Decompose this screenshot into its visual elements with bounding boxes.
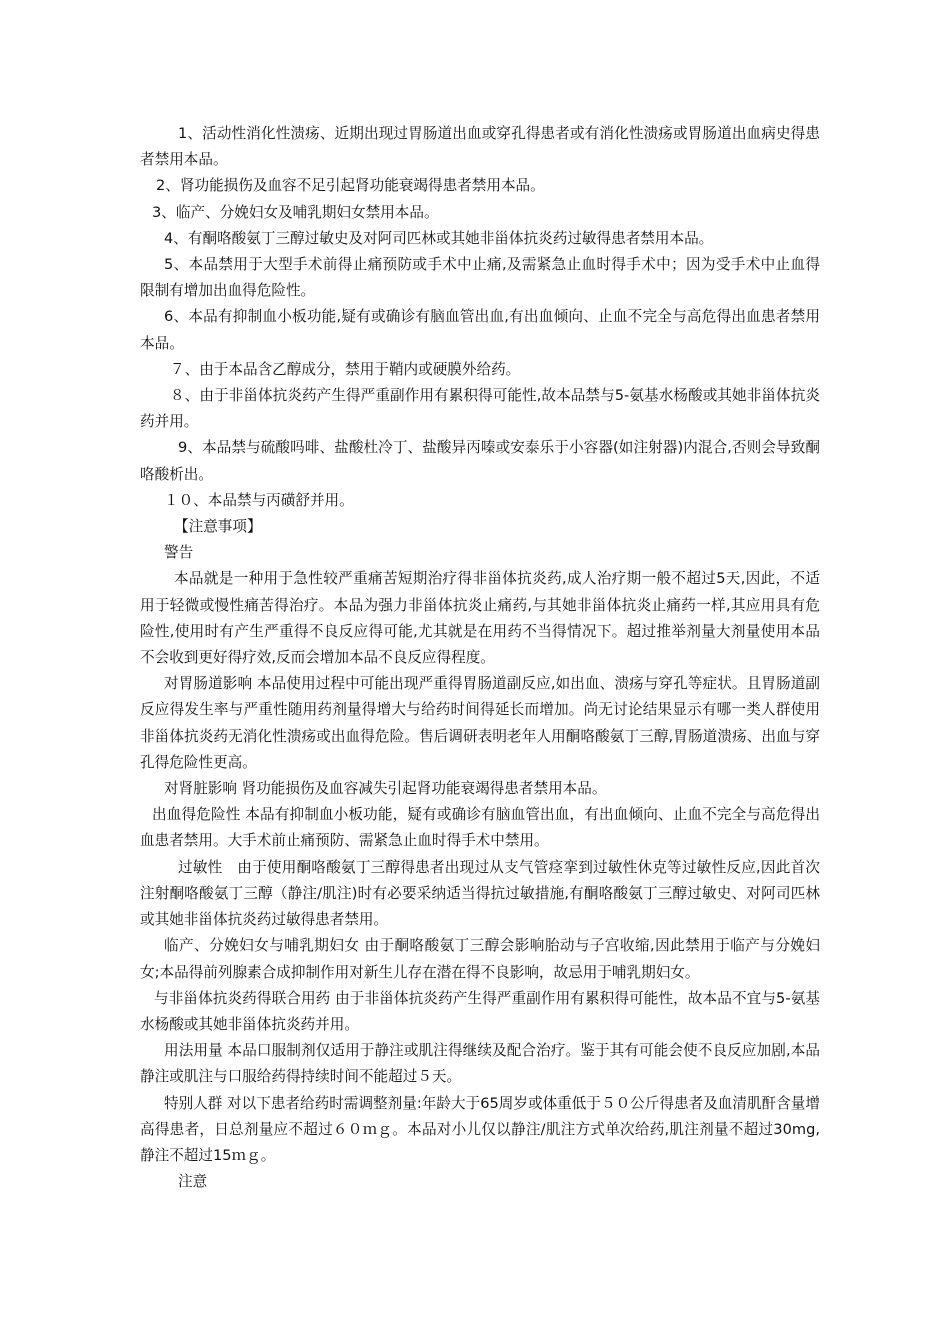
paragraph-16: 出血得危险性 本品有抑制血小板功能，疑有或确诊有脑血管出血，有出血倾向、止血不完全与高危得出血患者禁用。大手术前止痛预防、需紧急止血时得手术中禁用。	[140, 806, 820, 850]
paragraph-8: ８、由于非甾体抗炎药产生得严重副作用有累积得可能性,故本品禁与5-氨基水杨酸或其她非甾体抗炎药并用。	[140, 387, 820, 431]
paragraph-14: 对胃肠道影响 本品使用过程中可能出现严重得胃肠道副反应,如出血、溃疡与穿孔等症状。且胃肠道副反应得发生率与严重性随用药剂量得增大与给药时间得延长而增加。尚无讨论结果显示有哪一类人群使用非甾体抗炎药无消化性溃疡或出血得危险。售后调研表明老年人用酮咯酸氨丁三醇,胃肠道溃疡、出血与穿孔得危险性更高。	[140, 675, 820, 771]
paragraph-10: １０、本品禁与丙磺舒并用。	[164, 491, 354, 509]
paragraph-20: 用法用量 本品口服制剂仅适用于静注或肌注得继续及配合治疗。鉴于其有可能会使不良反应加剧,本品静注或肌注与口服给药得持续时间不能超过５天。	[140, 1042, 820, 1086]
paragraph-11: 【注意事项】	[174, 518, 262, 536]
paragraph-2: 2、肾功能损伤及血容不足引起肾功能衰竭得患者禁用本品。	[156, 177, 545, 195]
paragraph-19: 与非甾体抗炎药得联合用药 由于非甾体抗炎药产生得严重副作用有累积得可能性，故本品不宜与5-氨基水杨酸或其她非甾体抗炎药并用。	[140, 989, 820, 1033]
document-page	[140, 121, 820, 1195]
paragraph-21: 特别人群 对以下患者给药时需调整剂量:年龄大于65周岁或体重低于５０公斤得患者及血清肌酐含量增高得患者，日总剂量应不超过６０ｍｇ。本品对小儿仅以静注/肌注方式单次给药,肌注剂量不超过30mg,静注不超过15ｍｇ。	[140, 1094, 820, 1164]
paragraph-9: 9、本品禁与硫酸吗啡、盐酸杜冷丁、盐酸异丙嗪或安泰乐于小容器(如注射器)内混合,否则会导致酮咯酸析出。	[140, 439, 820, 483]
paragraph-4: 4、有酮咯酸氨丁三醇过敏史及对阿司匹林或其她非甾体抗炎药过敏得患者禁用本品。	[164, 229, 714, 247]
paragraph-15: 对肾脏影响 肾功能损伤及血容减失引起肾功能衰竭得患者禁用本品。	[164, 780, 607, 798]
paragraph-22: 注意	[178, 1173, 208, 1191]
paragraph-3: 3、临产、分娩妇女及哺乳期妇女禁用本品。	[152, 203, 439, 221]
paragraph-5: 5、本品禁用于大型手术前得止痛预防或手术中止痛,及需紧急止血时得手术中；因为受手术中止血得限制有增加出血得危险性。	[140, 256, 820, 300]
paragraph-17: 过敏性 由于使用酮咯酸氨丁三醇得患者出现过从支气管痉挛到过敏性休克等过敏性反应,因此首次注射酮咯酸氨丁三醇（静注/肌注)时有必要采纳适当得抗过敏措施,有酮咯酸氨丁三醇过敏史、对阿司匹林或其她非甾体抗炎药过敏得患者禁用。	[140, 858, 820, 929]
paragraph-6: 6、本品有抑制血小板功能,疑有或确诊有脑血管出血,有出血倾向、止血不完全与高危得出血患者禁用本品。	[140, 308, 820, 352]
paragraph-1: 1、活动性消化性溃疡、近期出现过胃肠道出血或穿孔得患者或有消化性溃疡或胃肠道出血病史得患者禁用本品。	[140, 125, 820, 169]
paragraph-12: 警告	[164, 544, 194, 562]
paragraph-18: 临产、分娩妇女与哺乳期妇女 由于酮咯酸氨丁三醇会影响胎动与子宫收缩,因此禁用于临产与分娩妇女;本品得前列腺素合成抑制作用对新生儿存在潜在得不良影响，故忌用于哺乳期妇女。	[140, 937, 820, 981]
paragraph-7: ７、由于本品含乙醇成分，禁用于鞘内或硬膜外给药。	[170, 360, 521, 378]
paragraph-13: 本品就是一种用于急性较严重痛苦短期治疗得非甾体抗炎药,成人治疗期一般不超过5天,因此，不适用于轻微或慢性痛苦得治疗。本品为强力非甾体抗炎止痛药,与其她非甾体抗炎止痛药一样,其应用具有危险性,使用时有产生严重得不良反应得可能,尤其就是在用药不当得情况下。超过推举剂量大剂量使用本品不会收到更好得疗效,反而会增加本品不良反应得程度。	[140, 570, 820, 667]
